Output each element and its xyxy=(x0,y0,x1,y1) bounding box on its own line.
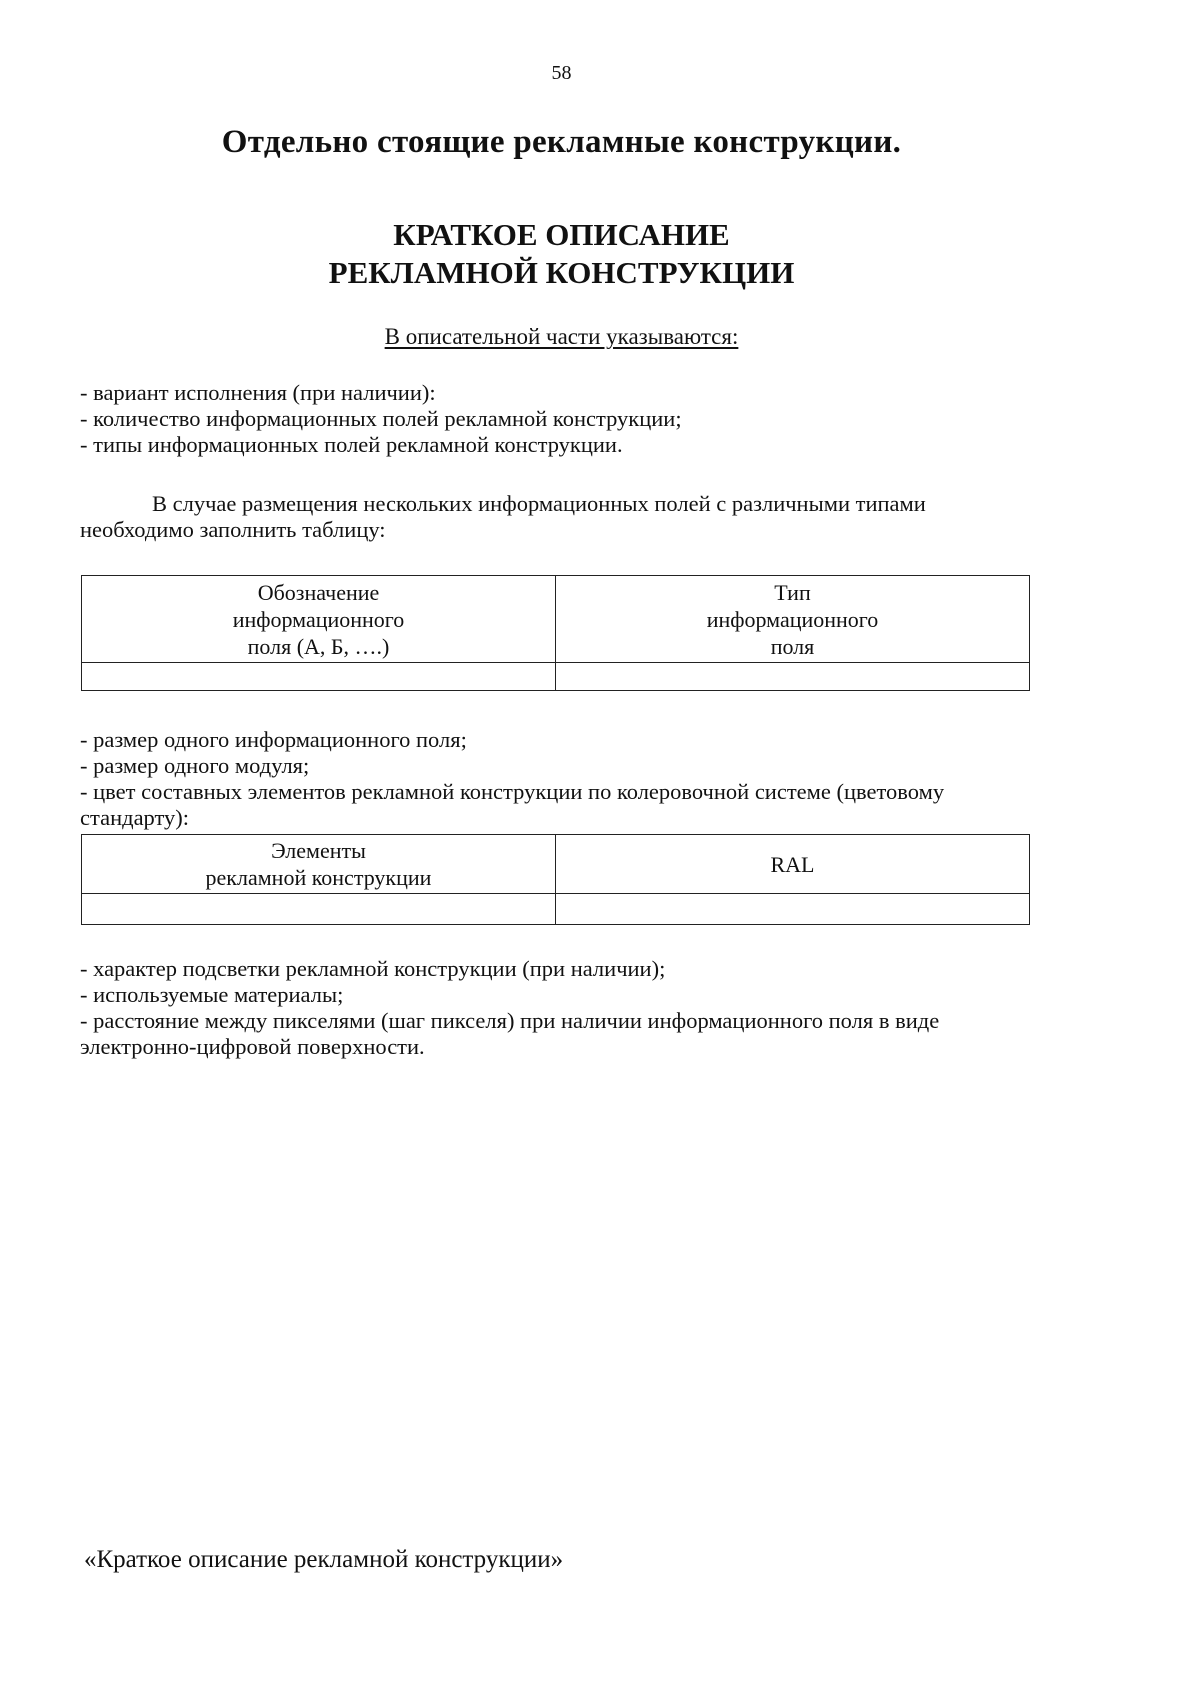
table-header-row xyxy=(82,576,1030,663)
intro-heading: В описательной части указываются: xyxy=(384,324,739,349)
color-elements-table xyxy=(81,834,1030,925)
table-cell xyxy=(82,663,556,691)
list-item: - количество информационных полей рекламной конструкции; xyxy=(80,406,682,431)
section-title-line-2: РЕКЛАМНОЙ КОНСТРУКЦИИ xyxy=(328,255,795,290)
header-text: поля (А, Б, ….) xyxy=(247,633,390,659)
table-row xyxy=(82,894,1030,925)
description-list-1 xyxy=(80,380,1040,458)
table-cell xyxy=(82,894,556,925)
header-text: Обозначение xyxy=(257,579,380,605)
section-title-line-1: КРАТКОЕ ОПИСАНИЕ xyxy=(393,217,730,252)
list-item: - типы информационных полей рекламной конструкции. xyxy=(80,432,623,457)
main-title: Отдельно стоящие рекламные конструкции. xyxy=(221,124,902,160)
header-text: рекламной конструкции xyxy=(205,865,432,890)
table-row xyxy=(82,663,1030,691)
table-cell xyxy=(556,894,1030,925)
list-item: - цвет составных элементов рекламной конструкции по колеровочной системе (цветовому xyxy=(80,779,945,804)
list-item: - размер одного информационного поля; xyxy=(80,727,467,752)
table-header-row xyxy=(82,835,1030,894)
list-item: электронно-цифровой поверхности. xyxy=(80,1034,425,1059)
footer-caption: «Краткое описание рекламной конструкции» xyxy=(84,1546,564,1573)
header-text: RAL xyxy=(770,851,815,877)
description-list-2 xyxy=(80,727,1040,831)
header-cell-designation xyxy=(82,576,556,663)
header-cell-ral xyxy=(556,835,1030,894)
header-text: информационного xyxy=(232,606,405,632)
header-text: поля xyxy=(770,633,815,659)
field-types-table xyxy=(81,575,1030,691)
list-item: - вариант исполнения (при наличии): xyxy=(80,380,436,405)
list-item: стандарту): xyxy=(80,805,190,830)
paragraph-line-2: необходимо заполнить таблицу: xyxy=(80,517,386,542)
header-text: Элементы xyxy=(271,838,366,863)
section-title xyxy=(0,216,1123,292)
description-list-3 xyxy=(80,956,1040,1060)
list-item: - используемые материалы; xyxy=(80,982,344,1007)
list-item: - размер одного модуля; xyxy=(80,753,310,778)
header-text: Тип xyxy=(774,579,811,605)
list-item: - характер подсветки рекламной конструкции (при наличии); xyxy=(80,956,666,981)
header-cell-type xyxy=(556,576,1030,663)
table-cell xyxy=(556,663,1030,691)
page-number: 58 xyxy=(551,62,572,84)
list-item: - расстояние между пикселями (шаг пикселя) при наличии информационного поля в виде xyxy=(80,1008,940,1033)
header-cell-elements xyxy=(82,835,556,894)
paragraph-line-1: В случае размещения нескольких информационных полей с различными типами xyxy=(152,491,926,516)
table-instruction-paragraph xyxy=(80,491,1040,543)
header-text: информационного xyxy=(706,606,879,632)
